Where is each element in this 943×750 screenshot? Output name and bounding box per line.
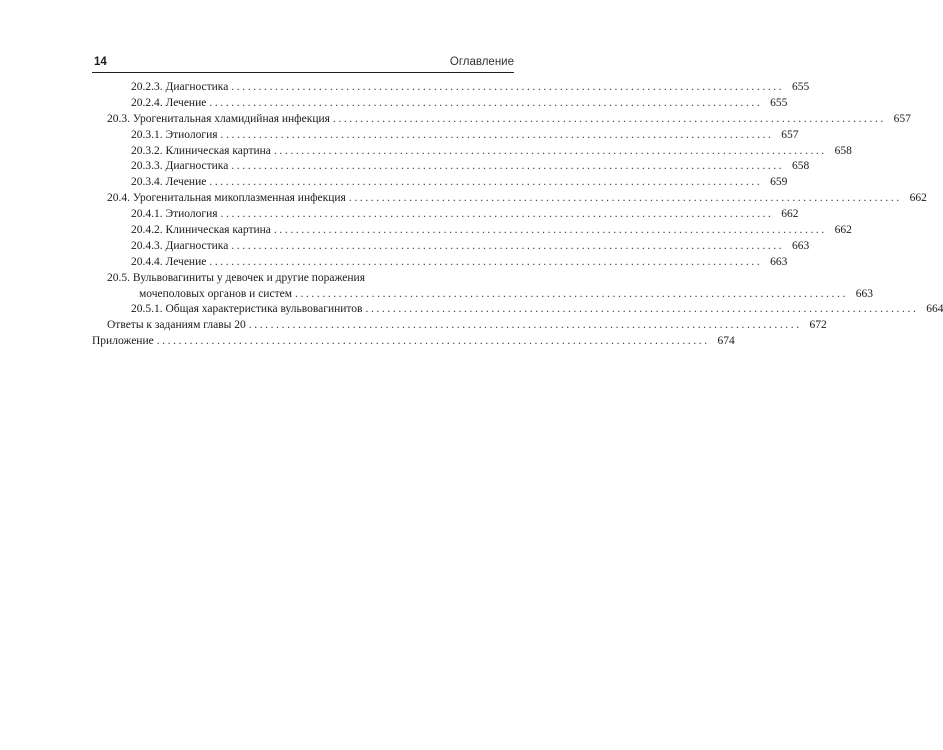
toc-entry-title: 20.4.1. Этиология: [131, 208, 218, 221]
toc-entry[interactable]: [92, 80, 810, 96]
dot-leader: .....................................................................................................: [248, 319, 802, 332]
toc-entry-title: 20.2.4. Лечение: [131, 96, 207, 109]
toc-entry[interactable]: [92, 175, 788, 191]
toc-entry[interactable]: [92, 318, 827, 334]
toc-entry-page: 657: [893, 112, 911, 125]
toc-entry-title: 20.3.1. Этиология: [131, 128, 218, 141]
header-rule: [92, 72, 514, 73]
toc-entry-title: Ответы к заданиям главы 20: [107, 319, 246, 332]
dot-leader: .....................................................................................................: [365, 303, 919, 316]
toc-entry-page: 674: [717, 335, 735, 348]
toc-entry-title: 20.4.3. Диагностика: [131, 239, 229, 252]
toc-entry-title: 20.3.2. Клиническая картина: [131, 144, 271, 157]
dot-leader: .....................................................................................................: [231, 160, 785, 173]
dot-leader: .....................................................................................................: [231, 239, 785, 252]
page-header: [92, 55, 514, 71]
toc-entry-page: 662: [834, 224, 852, 237]
toc-entry[interactable]: [92, 223, 852, 239]
toc-entry-title: 20.4. Урогенитальная микоплазменная инфекция: [107, 192, 346, 205]
toc-entry-page: 658: [834, 144, 852, 157]
toc-entry[interactable]: [92, 191, 927, 207]
dot-leader: .....................................................................................................: [348, 192, 902, 205]
dot-leader: .....................................................................................................: [156, 335, 710, 348]
toc-entry[interactable]: [92, 302, 943, 318]
toc-entry[interactable]: [92, 159, 810, 175]
toc-entry-page: 672: [809, 319, 827, 332]
dot-leader: .....................................................................................................: [220, 128, 774, 141]
toc-entry[interactable]: [92, 334, 735, 350]
dot-leader: .....................................................................................................: [273, 144, 827, 157]
toc-entry-title: 20.4.4. Лечение: [131, 255, 207, 268]
toc-entry[interactable]: [92, 112, 911, 128]
toc-entry-title: 20.5.1. Общая характеристика вульвовагинитов: [131, 303, 363, 316]
toc-entry[interactable]: [92, 271, 873, 303]
toc-entry-title: 20.3.3. Диагностика: [131, 160, 229, 173]
toc-entry-page: 655: [792, 81, 810, 93]
toc-entry-page: 663: [770, 255, 788, 268]
toc-entry[interactable]: [92, 128, 799, 144]
table-of-contents: [92, 80, 943, 350]
toc-entry[interactable]: [92, 96, 788, 112]
dot-leader: .....................................................................................................: [209, 176, 763, 189]
dot-leader: .....................................................................................................: [273, 224, 827, 237]
running-title: Оглавление: [449, 56, 514, 68]
toc-entry[interactable]: [92, 144, 852, 160]
toc-entry-page: 659: [770, 176, 788, 189]
toc-entry-title: Приложение: [92, 335, 154, 348]
toc-entry-title: 20.3.4. Лечение: [131, 176, 207, 189]
toc-entry-title-line2: мочеполовых органов и систем: [139, 287, 292, 300]
toc-entry[interactable]: [92, 207, 799, 223]
toc-entry-page: 663: [792, 239, 810, 252]
toc-entry-page: 655: [770, 96, 788, 109]
dot-leader: .....................................................................................................: [209, 255, 763, 268]
dot-leader: .....................................................................................................: [209, 96, 763, 109]
toc-entry-title: 20.4.2. Клиническая картина: [131, 224, 271, 237]
page-number: 14: [94, 56, 107, 68]
toc-entry-page: 663: [855, 287, 873, 300]
toc-entry-title: 20.3. Урогенитальная хламидийная инфекция: [107, 112, 330, 125]
dot-leader: .....................................................................................................: [332, 112, 886, 125]
dot-leader: .....................................................................................................: [294, 287, 848, 300]
toc-entry[interactable]: [92, 255, 788, 271]
toc-entry-title: 20.2.3. Диагностика: [131, 81, 229, 93]
toc-entry-page: 658: [792, 160, 810, 173]
toc-entry[interactable]: [92, 239, 810, 255]
toc-entry-page: 662: [781, 208, 799, 221]
dot-leader: .....................................................................................................: [220, 208, 774, 221]
toc-entry-page: 662: [909, 192, 927, 205]
toc-entry-page: 664: [926, 303, 943, 316]
dot-leader: .....................................................................................................: [231, 81, 785, 93]
toc-entry-page: 657: [781, 128, 799, 141]
toc-entry-title-line1: 20.5. Вульвовагиниты у девочек и другие поражения: [107, 271, 365, 284]
